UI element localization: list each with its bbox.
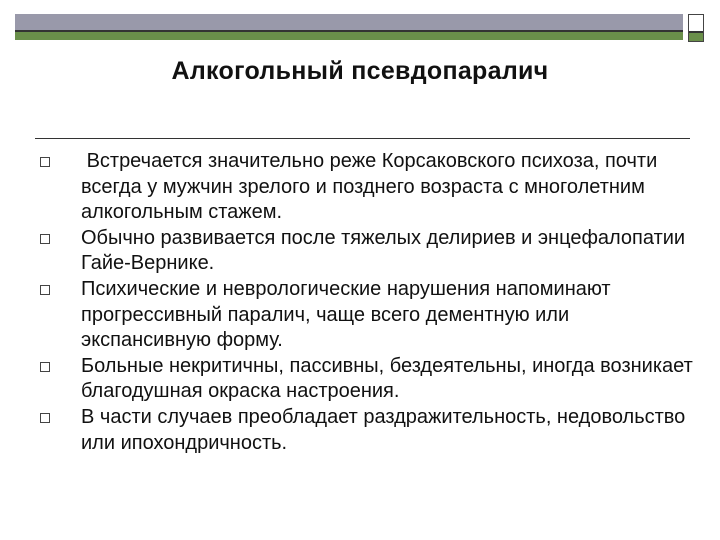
- bullet-item: [40, 149, 700, 226]
- bullet-list: [40, 149, 700, 456]
- slide-title: Алкогольный псевдопаралич: [171, 57, 549, 85]
- bullet-text: Больные некритичны, пассивны, бездеятельны, иногда возникает благодушная окраска настроения.: [81, 354, 693, 403]
- bullet-item: [40, 354, 700, 405]
- bullet-text: В части случаев преобладает раздражительность, недовольство или ипохондричность.: [81, 405, 686, 454]
- bullet-item: [40, 405, 700, 456]
- hollow-square-icon: [40, 285, 50, 295]
- title-divider: [35, 138, 690, 139]
- hollow-square-icon: [40, 413, 50, 423]
- hollow-square-icon: [40, 234, 50, 244]
- bullet-text: Обычно развивается после тяжелых делириев и энцефалопатии Гайе-Вернике.: [81, 226, 686, 275]
- corner-accent: [689, 33, 703, 41]
- hollow-square-icon: [40, 157, 50, 167]
- bullet-item: [40, 226, 700, 277]
- corner-decoration: [688, 14, 704, 42]
- header-bar: [15, 14, 683, 32]
- bullet-item: [40, 277, 700, 354]
- bullet-text: Психические и неврологические нарушения напоминают прогрессивный паралич, чаще всего дементную или экспансивную форму.: [81, 277, 611, 352]
- header-accent-bar: [15, 32, 683, 40]
- bullet-text: Встречается значительно реже Корсаковского психоза, почти всегда у мужчин зрелого и позднего возраста с многолетним алкогольным стажем.: [81, 150, 663, 224]
- hollow-square-icon: [40, 362, 50, 372]
